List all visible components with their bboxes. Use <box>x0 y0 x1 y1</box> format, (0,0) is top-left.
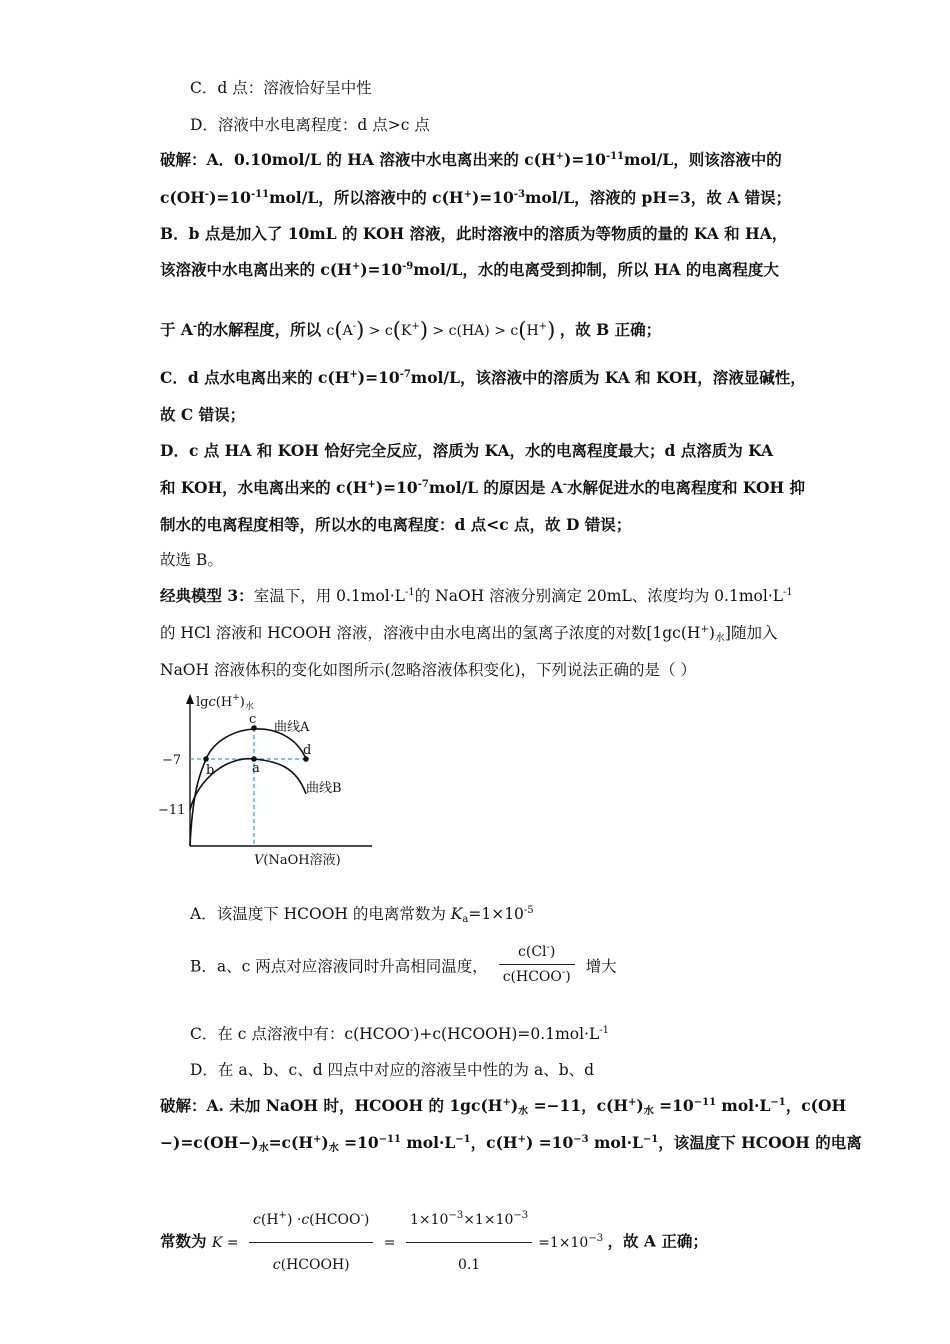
solution-line-2: $c(OH^-)=10^{-11}mol/L$，所以溶液中的 $c(H^+)=10^{-3}mol/L$，溶液的 pH=3，故 A 错误； <box>160 188 792 207</box>
solution-line-1: 破解：A．0.10mol/L 的 HA 溶液中水电离出来的 $c(H^+)=10^{-11}mol/L$，则该溶液中的 <box>160 150 782 169</box>
chart-curves <box>190 729 306 846</box>
question-line-1: 经典模型 3：室温下，用 $0.1mol\cdot L^{-1}$的 NaOH 溶液分别滴定 20mL、浓度均为 $0.1mol\cdot L^{-1}$ <box>160 586 793 605</box>
y-tick-label-neg11: −11 <box>158 803 186 818</box>
point-label-b: b <box>206 763 215 778</box>
chart-labels <box>158 693 342 868</box>
option-a: A．该温度下 HCOOH 的电离常数为 $K_a=1\times 10^{-5}$ <box>190 905 534 925</box>
solution-line-3: B．b 点是加入了 10mL 的 KOH 溶液，此时溶液中的溶质为等物质的量的 KA 和 HA， <box>160 224 788 243</box>
chart-guides <box>190 728 308 846</box>
solution-line-8: D．c 点 HA 和 KOH 恰好完全反应，溶质为 KA，水的电离程度最大；d 点溶质为 KA <box>160 441 774 460</box>
point-label-d: d <box>303 743 312 758</box>
solution-line-6: C．d 点水电离出来的 $c(H^+)=10^{-7}mol/L$，该溶液中的溶质为 KA 和 KOH，溶液显碱性， <box>160 368 806 387</box>
y-axis-label: $\lg c(H^+)_水$ <box>196 693 254 712</box>
series-label-curve-a: 曲线A <box>274 720 310 735</box>
y-tick-label-neg7: −7 <box>162 753 182 768</box>
ion-order-formula: c(A-) > c(K+) > c(HA) > c(H+) <box>326 318 556 342</box>
question-line-2: 的 HCl 溶液和 HCOOH 溶液，溶液中由水电离出的氢离子浓度的对数$[1gc(H^+)_水]$随加入 <box>160 624 778 644</box>
solution2-line-3: 常数为 K = $\frac{c(H^+) \cdot c(HCOO^-)}{\text{c(HCOOH)}}$ = $\frac{1\times 10^{-3}\times 1\times 10^{-3}}{0.1}$ $=1\times 10^{-3}$ ，故 A 正确； <box>160 1200 708 1285</box>
ka-formula: K = $\frac{c(H^+) \cdot c(HCOO^-)}{\text{c(HCOOH)}}$ = $\frac{1\times 10^{-3}\times 1\times 10^{-3}}{0.1}$ $=1\times 10^{-3}$ <box>212 1235 608 1251</box>
solution-line-5: 于 A-的水解程度，所以 c(A-) > c(K+) > c(HA) > c(H+) ，故 B 正确； <box>160 318 662 342</box>
titration-chart <box>150 690 380 880</box>
x-axis-label: V(NaOH溶液) <box>254 853 341 868</box>
solution-line-10: 制水的电离程度相等，所以水的电离程度：d 点<c 点，故 D 错误； <box>160 515 632 534</box>
solution-line-4: 该溶液中水电离出来的 $c(H^+)=10^{-9}mol/L$，水的电离受到抑制，所以 HA 的电离程度大 <box>160 260 779 279</box>
option-c-prev: C．d 点：溶液恰好呈中性 <box>190 79 372 97</box>
y-axis-arrow <box>186 694 194 704</box>
solution2-line-1: 破解：A. 未加 NaOH 时，HCOOH 的 $1gc(H^+)_水 =-11$，$c(H^+)_水 =10^{-11}$ $mol\cdot L^{-1}$，c(OH <box>160 1096 847 1117</box>
option-c: C．在 c 点溶液中有：$c(HCOO^-)+c(HCOOH)=0.1mol\cdot L^{-1}$ <box>190 1025 610 1043</box>
answer-line: 故选 B。 <box>160 551 223 569</box>
point-label-a: a <box>252 761 260 776</box>
series-label-curve-b: 曲线B <box>306 781 342 796</box>
solution2-line-2: $-)=c(OH-)_水=c(H^+)_水 =10^{-11}$ $mol\cdot L^{-1}$，$c(H^+) =10^{-3}$ $mol\cdot L^{-1}$，该温度下 HCOOH 的电离 <box>160 1133 862 1154</box>
solution-line-9: 和 KOH，水电离出来的 $c(H^+)=10^{-7}mol/L$ 的原因是 A-水解促进水的电离程度和 KOH 抑 <box>160 478 805 497</box>
point-b <box>203 756 209 762</box>
option-d: D．在 a、b、c、d 四点中对应的溶液呈中性的为 a、b、d <box>190 1061 595 1079</box>
option-b: B．a、c 两点对应溶液同时升高相同温度， $\frac{c(Cl^-)}{c(HCOO^-)}$ 增大 <box>190 942 617 985</box>
solution-line-7: 故 C 错误； <box>160 405 246 424</box>
curve-a-line <box>190 729 306 846</box>
option-d-prev: D．溶液中水电离程度：d 点>c 点 <box>190 116 430 134</box>
chloride-formate-ratio: $\frac{c(Cl^-)}{c(HCOO^-)}$ <box>499 942 575 987</box>
point-label-c: c <box>249 712 257 727</box>
question-line-3: NaOH 溶液体积的变化如图所示(忽略溶液体积变化)，下列说法正确的是（ ） <box>160 661 696 679</box>
